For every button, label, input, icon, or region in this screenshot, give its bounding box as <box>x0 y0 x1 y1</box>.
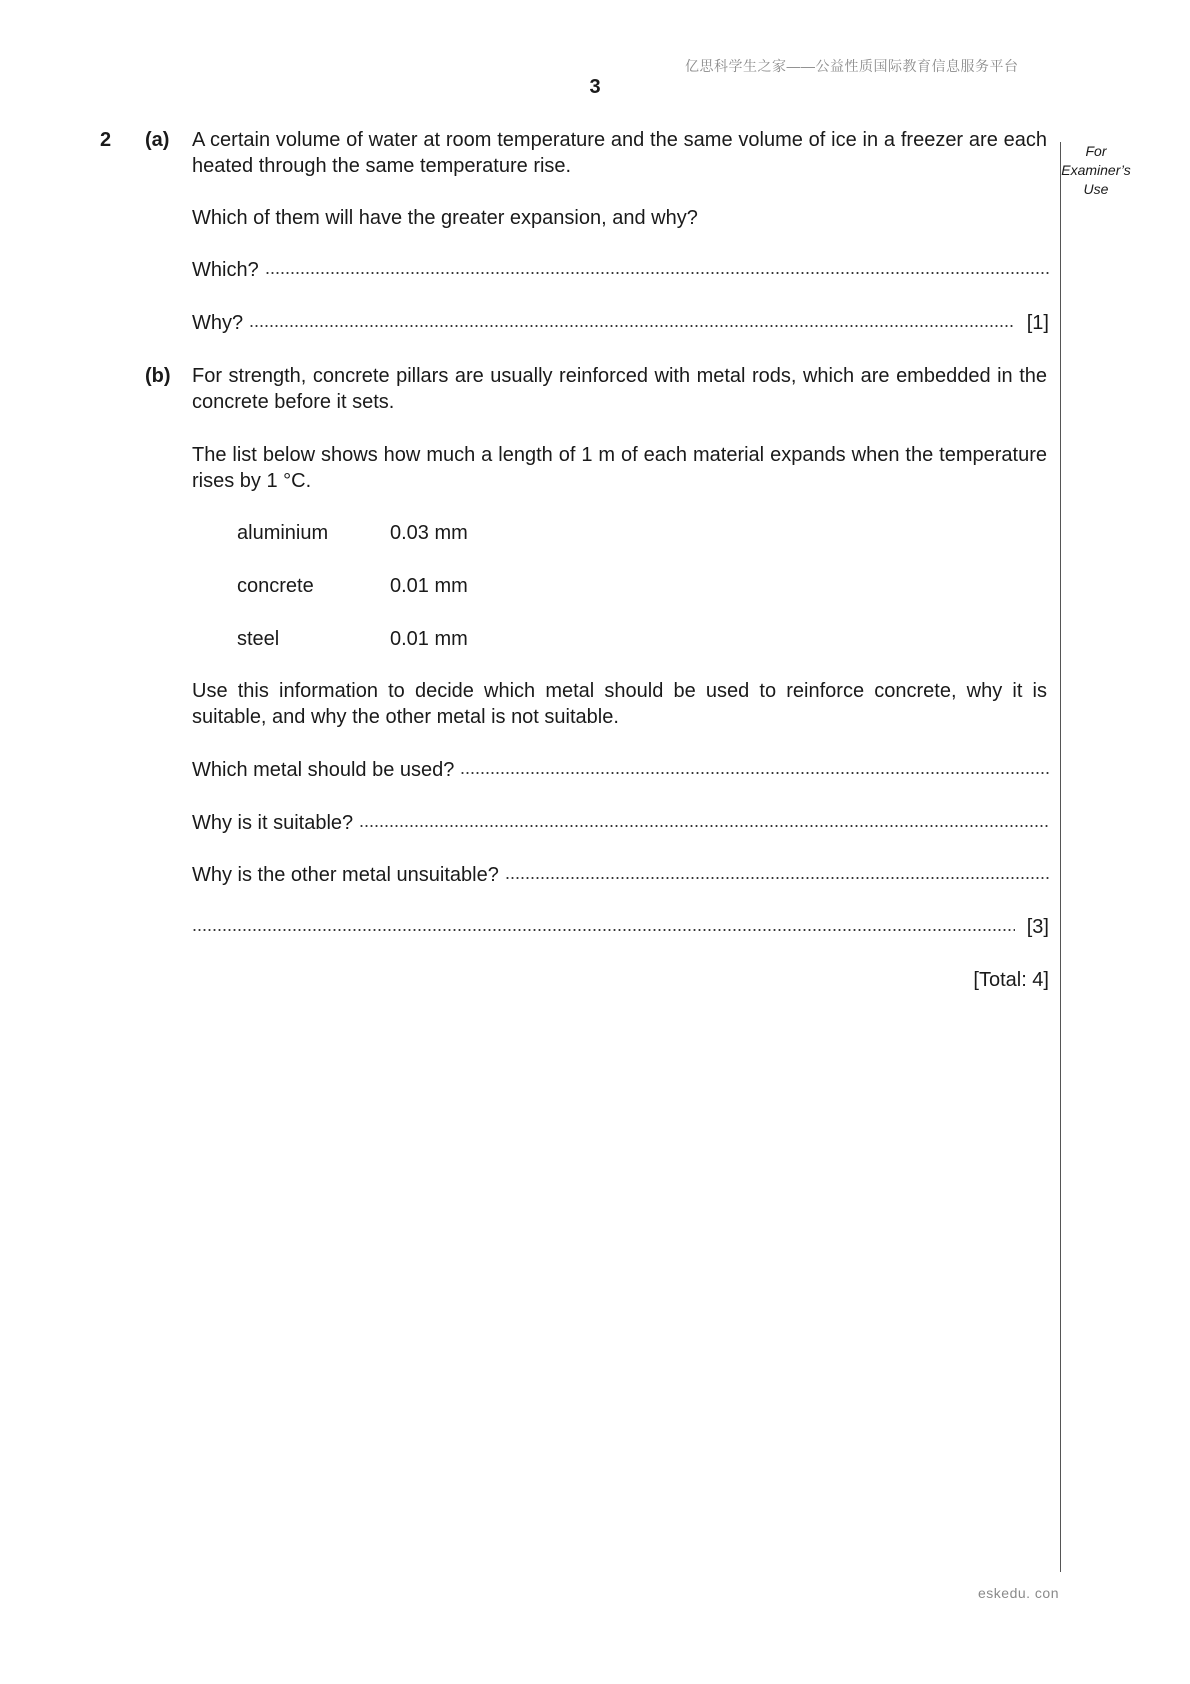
examiner-line-3: Use <box>1083 181 1109 197</box>
part-a-prompt: Which of them will have the greater expansion, and why? <box>192 207 698 229</box>
total-marks: [Total: 4] <box>973 969 1049 991</box>
material-name: steel <box>237 628 280 650</box>
examiner-margin-rule <box>1060 142 1061 1572</box>
examiner-line-1: For <box>1085 143 1107 159</box>
page-number: 3 <box>589 76 601 98</box>
dotted-answer-space[interactable] <box>265 272 1049 274</box>
dotted-answer-space[interactable] <box>359 825 1049 827</box>
answer-line-continuation[interactable] <box>192 914 1049 940</box>
dotted-answer-space[interactable] <box>192 929 1015 931</box>
part-b-label: (b) <box>145 365 171 387</box>
material-name: concrete <box>237 575 314 597</box>
part-b-text: For strength, concrete pillars are usually reinforced with metal rods, which are embedded in the concrete before it sets. <box>192 365 1047 413</box>
answer-line-why[interactable] <box>192 310 1049 336</box>
answer-label-why-suitable: Why is it suitable? <box>192 812 354 834</box>
answer-line-which[interactable] <box>192 257 1049 283</box>
answer-label-why-unsuitable: Why is the other metal unsuitable? <box>192 864 499 886</box>
part-b-instruction: Use this information to decide which metal should be used to reinforce concrete, why it is suitable, and why the other metal is not suitable. <box>192 680 1047 728</box>
marks-label: [3] <box>1026 916 1049 938</box>
answer-label-which-metal: Which metal should be used? <box>192 759 455 781</box>
header-watermark: 亿思科学生之家——公益性质国际教育信息服务平台 <box>685 58 1019 74</box>
question-number: 2 <box>100 129 112 151</box>
footer-watermark: eskedu. con <box>978 1585 1059 1601</box>
answer-label-why: Why? <box>192 312 244 334</box>
answer-label-which: Which? <box>192 259 259 281</box>
dotted-answer-space[interactable] <box>460 772 1049 774</box>
part-a-label: (a) <box>145 129 170 151</box>
marks-label: [1] <box>1026 312 1049 334</box>
material-expansion-value: 0.03 mm <box>390 522 468 544</box>
material-expansion-value: 0.01 mm <box>390 628 468 650</box>
materials-list <box>237 520 637 660</box>
part-b-list-intro: The list below shows how much a length of 1 m of each material expands when the temperature rises by 1 °C. <box>192 444 1047 492</box>
examiner-line-2: Examiner’s <box>1061 162 1131 178</box>
material-expansion-value: 0.01 mm <box>390 575 468 597</box>
dotted-answer-space[interactable] <box>505 877 1049 879</box>
examiner-use-label <box>1060 142 1132 199</box>
answer-line-why-unsuitable[interactable] <box>192 862 1049 888</box>
part-a-text: A certain volume of water at room temperature and the same volume of ice in a freezer are each heated through the same temperature rise. <box>192 129 1047 177</box>
answer-line-why-suitable[interactable] <box>192 810 1049 836</box>
material-name: aluminium <box>237 522 329 544</box>
answer-line-which-metal[interactable] <box>192 757 1049 783</box>
dotted-answer-space[interactable] <box>249 325 1015 327</box>
